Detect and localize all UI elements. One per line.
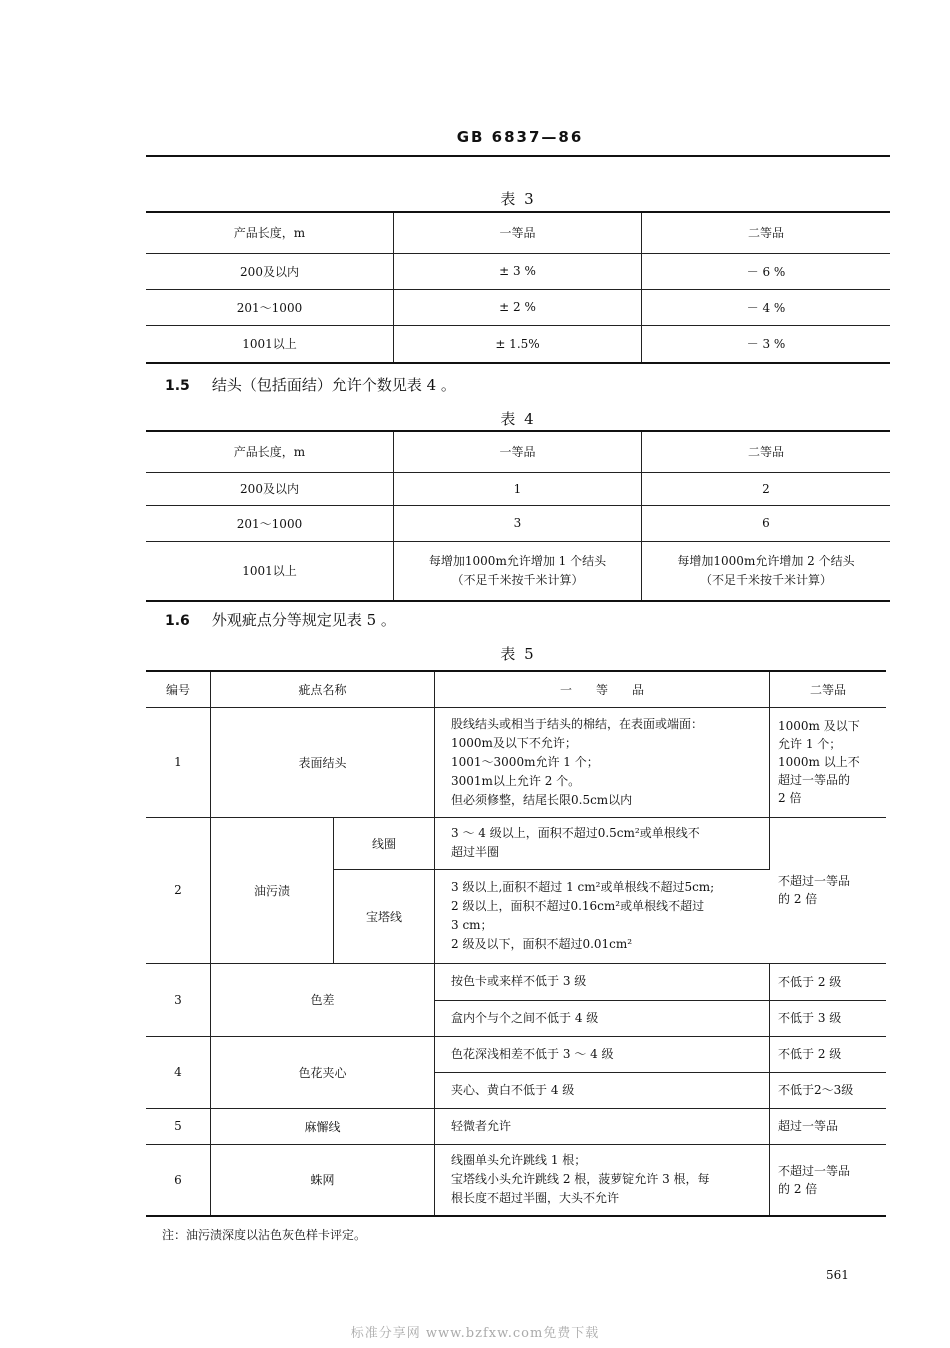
header-no: 编号 xyxy=(146,671,211,707)
table4-header-cell: 一等品 xyxy=(394,431,642,472)
table-cell: 盒内个与个之间不低于 4 级 xyxy=(435,1000,770,1036)
section-1-5 xyxy=(165,374,456,395)
table-cell: 不低于 2 级 xyxy=(770,1036,887,1072)
table3 xyxy=(146,211,890,364)
table-cell: 3 ～ 4 级以上，面积不超过0.5cm²或单根线不 超过半圈 xyxy=(435,817,770,869)
table-cell: ± 1.5% xyxy=(394,325,642,363)
table-cell: ± 3 % xyxy=(394,253,642,289)
table-cell: 201～1000 xyxy=(146,289,394,325)
table5-header-row xyxy=(146,671,886,707)
table-cell: 2 xyxy=(146,817,211,963)
section-text: 外观疵点分等规定见表 5 。 xyxy=(211,611,396,629)
section-1-6 xyxy=(165,609,396,630)
table-row xyxy=(146,505,890,541)
table-cell: 宝塔线 xyxy=(334,869,435,963)
table-row xyxy=(146,817,886,869)
table-cell: 夹心、黄白不低于 4 级 xyxy=(435,1072,770,1108)
page-number: 561 xyxy=(826,1268,849,1282)
table4-header-cell: 二等品 xyxy=(642,431,891,472)
document-code: GB 6837—86 xyxy=(456,128,584,146)
table-cell: 200及以内 xyxy=(146,253,394,289)
table-cell: 色花深浅相差不低于 3 ～ 4 级 xyxy=(435,1036,770,1072)
table-cell: 3 xyxy=(146,963,211,1036)
section-number: 1.6 xyxy=(165,613,190,629)
table-cell: 6 xyxy=(146,1144,211,1216)
table-cell: 线圈单头允许跳线 1 根； 宝塔线小头允许跳线 2 根，菠萝锭允许 3 根，每 根长度不超过半圈，大头不允许 xyxy=(435,1144,770,1216)
table-cell: 蛛网 xyxy=(211,1144,435,1216)
header-first-grade: 一 等 品 xyxy=(435,671,770,707)
table-cell: 表面结头 xyxy=(211,707,435,817)
table-row xyxy=(146,472,890,505)
table-cell: 线圈 xyxy=(334,817,435,869)
table-cell: 201～1000 xyxy=(146,505,394,541)
table-row xyxy=(146,1144,886,1216)
table-cell: 每增加1000m允许增加 1 个结头 （不足千米按千米计算） xyxy=(394,541,642,601)
table-cell: 3 级以上,面积不超过 1 cm²或单根线不超过5cm; 2 级以上，面积不超过0.16cm²或单根线不超过 3 cm； 2 级及以下，面积不超过0.01cm² xyxy=(435,869,770,963)
table-row xyxy=(146,325,890,363)
table-cell: 色花夹心 xyxy=(211,1036,435,1108)
table-cell: 6 xyxy=(642,505,891,541)
table-cell: 1001以上 xyxy=(146,325,394,363)
table-cell: － 4 % xyxy=(642,289,891,325)
table-cell: 不低于2～3级 xyxy=(770,1072,887,1108)
table3-header-cell: 一等品 xyxy=(394,212,642,253)
table3-header-row xyxy=(146,212,890,253)
table-cell: 3 xyxy=(394,505,642,541)
table3-header-cell: 二等品 xyxy=(642,212,891,253)
table-cell: 麻懈线 xyxy=(211,1108,435,1144)
table-cell: 不超过一等品 的 2 倍 xyxy=(770,817,887,963)
table-note: 注：油污渍深度以沾色灰色样卡评定。 xyxy=(162,1228,367,1242)
table-cell: 1001以上 xyxy=(146,541,394,601)
table4-header-row xyxy=(146,431,890,472)
table-cell: 1 xyxy=(394,472,642,505)
table5-caption: 表 5 xyxy=(500,645,536,663)
table-cell: 每增加1000m允许增加 2 个结头 （不足千米按千米计算） xyxy=(642,541,891,601)
table-row xyxy=(146,1108,886,1144)
table-cell: 200及以内 xyxy=(146,472,394,505)
table-cell: 5 xyxy=(146,1108,211,1144)
table-row xyxy=(146,253,890,289)
table-cell: － 6 % xyxy=(642,253,891,289)
table3-header-cell: 产品长度，m xyxy=(146,212,394,253)
table4-caption: 表 4 xyxy=(500,410,536,428)
table-cell: － 3 % xyxy=(642,325,891,363)
table-cell: 股线结头或相当于结头的棉结，在表面或端面： 1000m及以下不允许； 1001～3000m允许 1 个； 3001m以上允许 2 个。 但必须修整，结尾长限0.5cm以内 xyxy=(435,707,770,817)
table-cell: 油污渍 xyxy=(211,817,334,963)
table-cell: 4 xyxy=(146,1036,211,1108)
table-row xyxy=(146,289,890,325)
table-cell: 2 xyxy=(642,472,891,505)
header-defect-name: 疵点名称 xyxy=(211,671,435,707)
table-row xyxy=(146,1036,886,1072)
table-cell: 按色卡或来样不低于 3 级 xyxy=(435,963,770,1000)
table-cell: 1000m 及以下 允许 1 个； 1000m 以上不 超过一等品的 2 倍 xyxy=(770,707,887,817)
table-cell: 不低于 2 级 xyxy=(770,963,887,1000)
table-cell: ± 2 % xyxy=(394,289,642,325)
table-cell: 色差 xyxy=(211,963,435,1036)
table-cell: 不低于 3 级 xyxy=(770,1000,887,1036)
table4 xyxy=(146,430,890,602)
table-row xyxy=(146,963,886,1000)
table-row xyxy=(146,541,890,601)
table3-caption: 表 3 xyxy=(500,190,536,208)
table-cell: 1 xyxy=(146,707,211,817)
header-rule xyxy=(146,155,890,157)
table5 xyxy=(146,670,886,1217)
table4-header-cell: 产品长度，m xyxy=(146,431,394,472)
watermark: 标准分享网 www.bzfxw.com免费下载 xyxy=(350,1326,600,1341)
table-cell: 超过一等品 xyxy=(770,1108,887,1144)
table-cell: 不超过一等品 的 2 倍 xyxy=(770,1144,887,1216)
header-second-grade: 二等品 xyxy=(770,671,887,707)
table-cell: 轻微者允许 xyxy=(435,1108,770,1144)
section-text: 结头（包括面结）允许个数见表 4 。 xyxy=(211,376,456,394)
section-number: 1.5 xyxy=(165,378,190,394)
table-row xyxy=(146,707,886,817)
